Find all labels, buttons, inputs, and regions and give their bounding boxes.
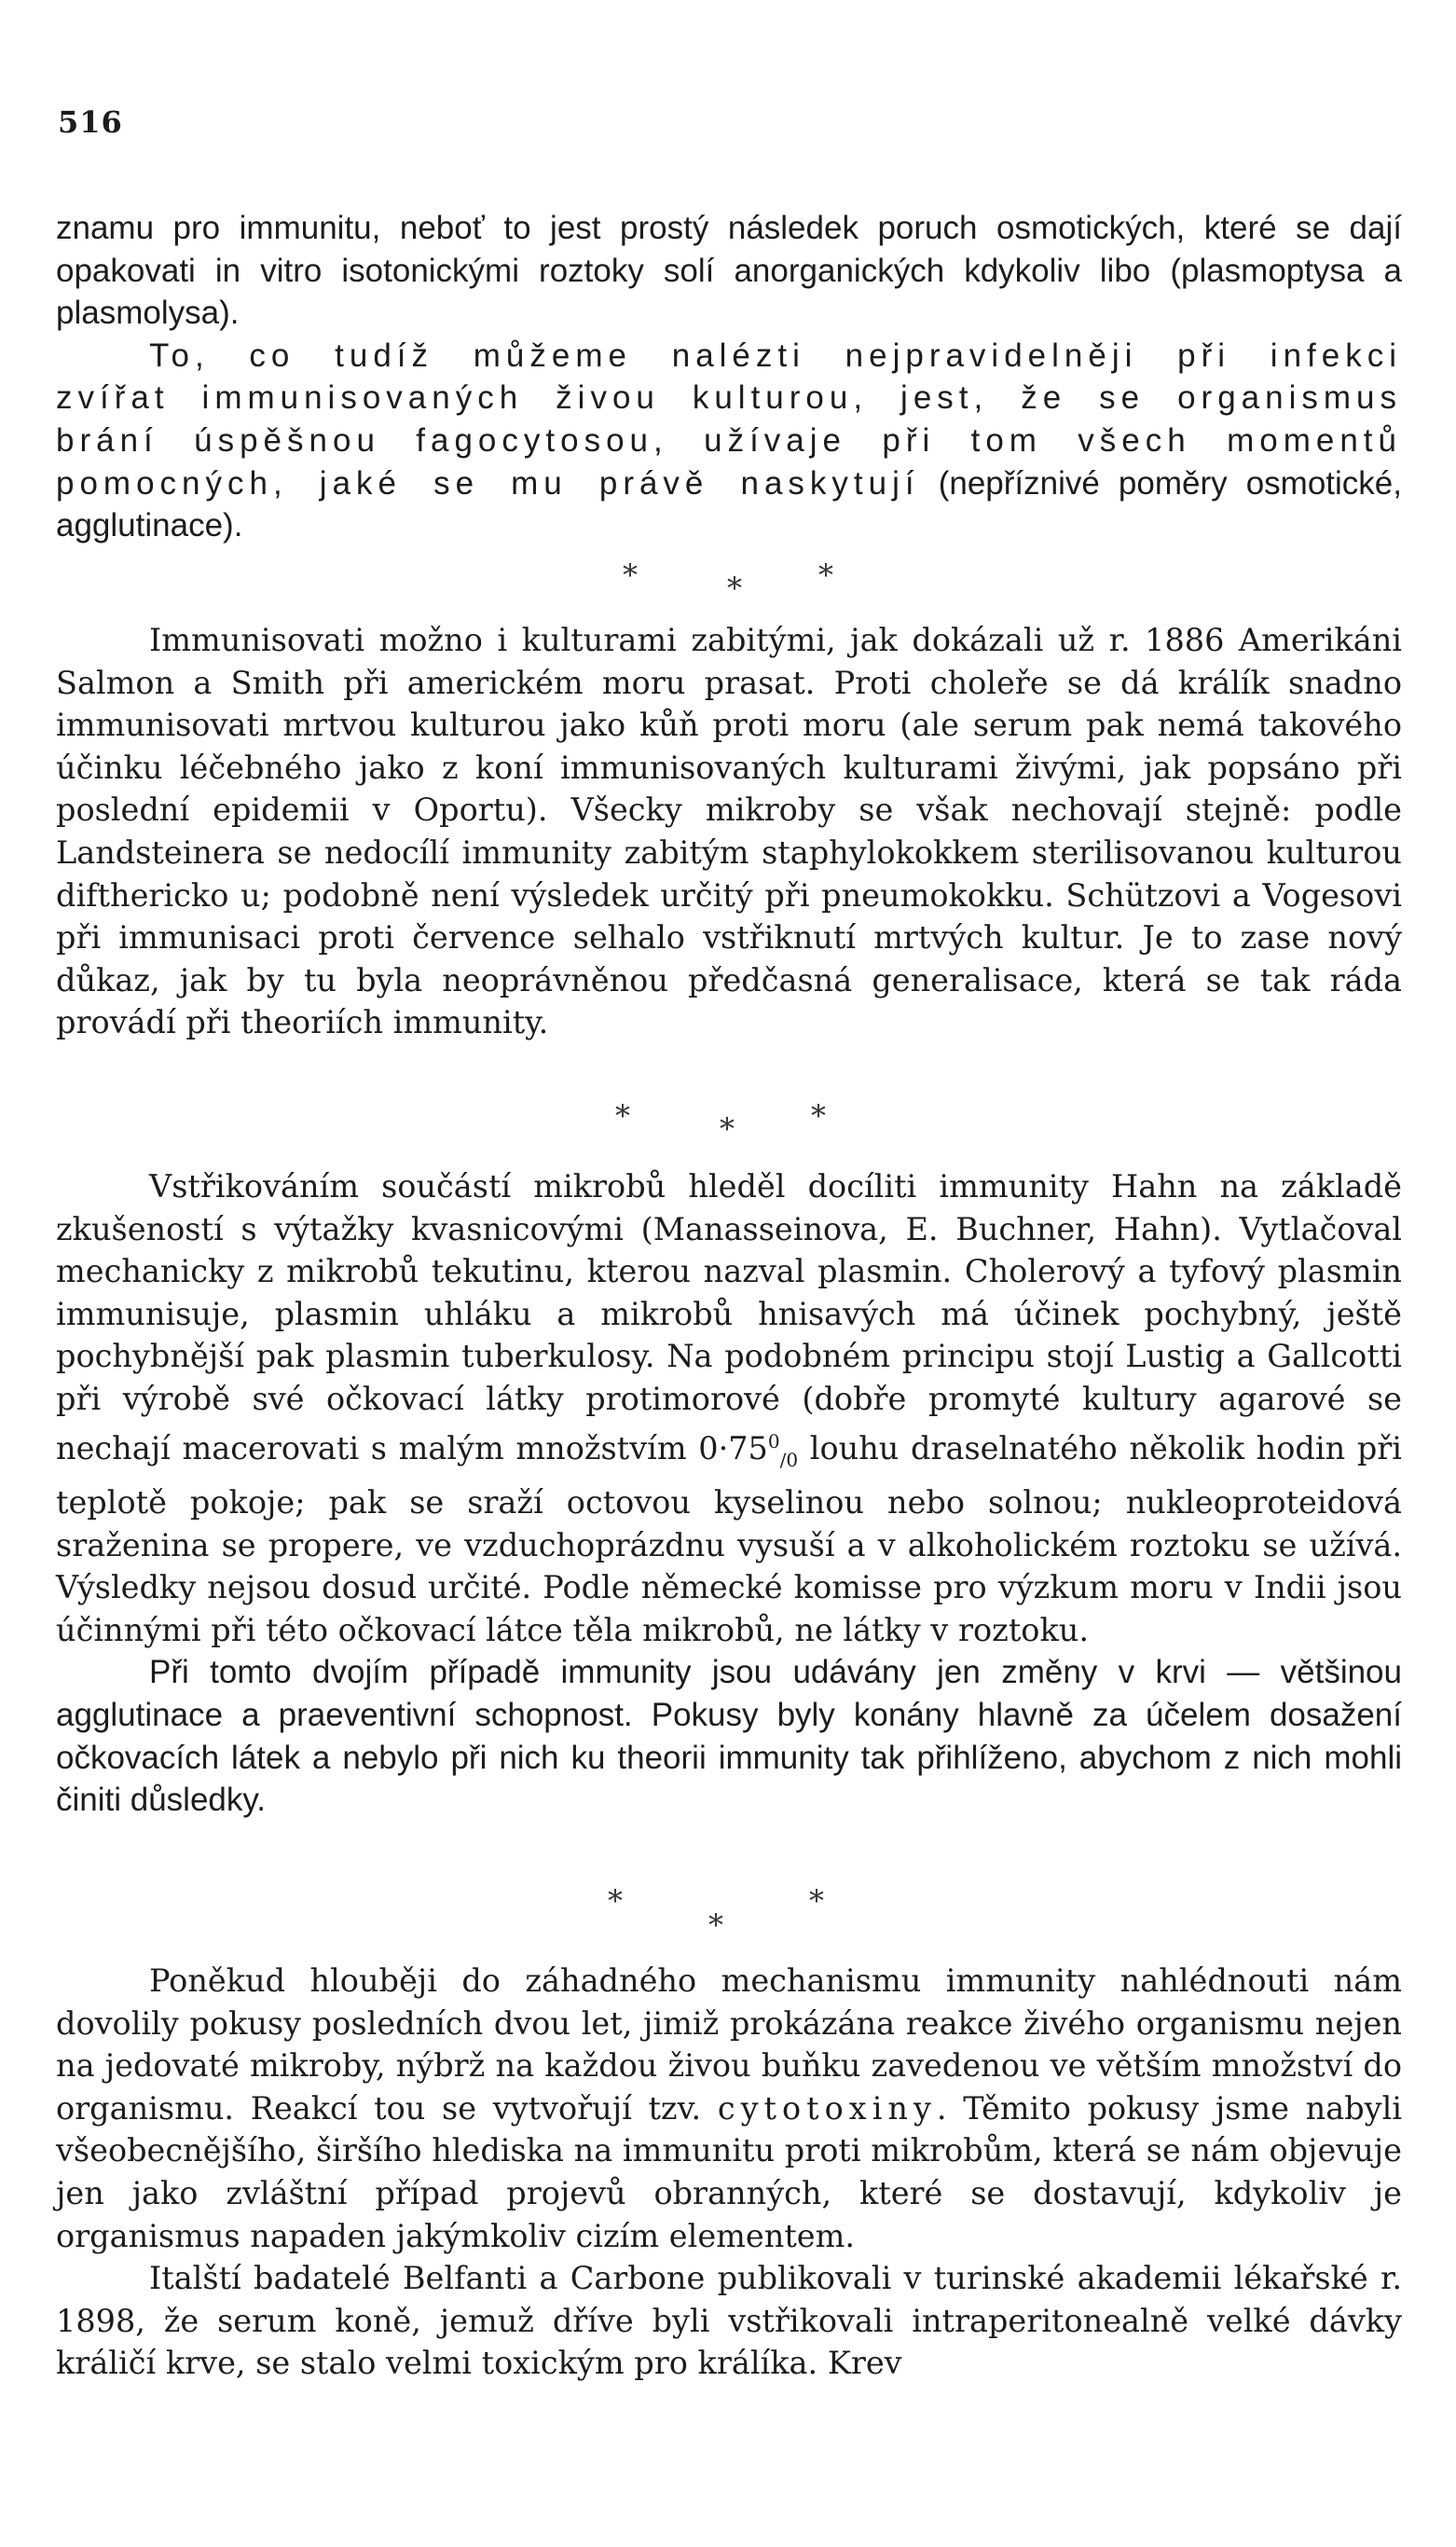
paragraph-4 — [56, 1165, 1402, 1651]
separator-star: * — [615, 1098, 630, 1134]
paragraph-6-part-b: . Těmito pokusy jsme nabyli všeobecnějšího, širšího hlediska na immunitu proti mikrobům, která se nám objevuje jen jako zvláštní případ projevů obranných, které se dostavují, kdykoliv je organismus napaden jakýmkoliv cizím elementem. — [56, 2089, 1402, 2254]
separator-star: * — [809, 1883, 824, 1919]
paragraph-2-rest: (nepříznivé poměry osmotické, agglutinace). — [56, 464, 1402, 544]
separator-star: * — [608, 1883, 623, 1919]
paragraph-6-part-a: Poněkud hlouběji do záhadného mechanismu immunity nahlédnouti nám dovolily pokusy posledních dvou let, jimiž prokázána reakce živého organismu nejen na jedovaté mikroby, nýbrž na každou živou buňku zavedenou ve větším množství do organismu. Reakcí tou se vytvořují tzv. — [56, 1962, 1402, 2127]
percent-sup: 0 — [767, 1429, 780, 1452]
text-block-2 — [56, 619, 1402, 1044]
paragraph-2-spaced: To, co tudíž můžeme nalézti nejpravidelněji při infekci zvířat immunisovaných živou kulturou, jest, že se organismus brání úspěšnou fagocytosou, užívaje při tom všech momentů pomocných, jaké se mu právě naskytují — [56, 337, 1402, 502]
paragraph-1: znamu pro immunitu, neboť to jest prostý následek poruch osmotických, které se dají opakovati in vitro isotonickými roztoky solí anorganických kdykoliv libo (plasmoptysa a plasmolysa). — [56, 210, 1402, 332]
percent-sub: /0 — [779, 1448, 799, 1471]
paragraph-2 — [56, 335, 1402, 547]
separator-star: * — [811, 1098, 826, 1134]
separator-star: * — [708, 1907, 723, 1943]
paragraph-3: Immunisovati možno i kulturami zabitými, jak dokázali už r. 1886 Amerikáni Salmon a Smith při americkém moru prasat. Proti choleře se dá králík snadno immunisovati mrtvou kulturou jako kůň proti moru (ale serum pak nemá takového účinku léčebného jako z koní immunisovaných kulturami živými, jak popsáno při poslední epidemii v Oportu). Všecky mikroby se však nechovají stejně: podle Landsteinera se nedocílí immunity zabitým staphylokokkem sterilisovanou kulturou difthericko u; podobně není výsledek určitý při pneumokokku. Schützovi a Vogesovi při immunisaci proti července selhalo vstřiknutí mrtvých kultur. Je to zase nový důkaz, jak by tu byla neoprávněnou předčasná generalisace, která se tak ráda provádí při theoriích immunity. — [56, 622, 1402, 1041]
text-block-4 — [56, 1960, 1402, 2385]
paragraph-6 — [56, 1960, 1402, 2257]
separator-star: * — [720, 1111, 735, 1147]
separator-star: * — [818, 558, 833, 593]
paragraph-4-part-b: louhu draselnatého několik hodin při teplotě pokoje; pak se sraží octovou kyselinou nebo solnou; nukleoproteidová sraženina se propere, ve vzduchoprázdnu vysuší a v alkoholickém roztoku se užívá. Výsledky nejsou dosud určité. Podle německé komisse pro výzkum moru v Indii jsou účinnými při této očkovací látce těla mikrobů, ne látky v roztoku. — [56, 1429, 1402, 1648]
separator-star: * — [623, 558, 638, 593]
paragraph-6-cytotoxiny: cytotoxiny — [717, 2089, 937, 2127]
paragraph-5: Při tomto dvojím případě immunity jsou udávány jen změny v krvi — většinou agglutinace a praeventivní schopnost. Pokusy byly konány hlavně za účelem dosažení očkovacích látek a nebylo při nich ku theorii immunity tak přihlíženo, abychom z nich mohli činiti důsledky. — [56, 1654, 1402, 1819]
separator-star: * — [727, 571, 742, 606]
paragraph-4-part-a: Vstřikováním součástí mikrobů hleděl docíliti immunity Hahn na základě zkušeností s výtažky kvasnicovými (Manasseinova, E. Buchner, Hahn). Vytlačoval mechanicky z mikrobů tekutinu, kterou nazval plasmin. Cholerový a tyfový plasmin immunisuje, plasmin uhláku a mikrobů hnisavých má účinek pochybný, ještě pochybnější pak plasmin tuberkulosy. Na podobném principu stojí Lustig a Gallcotti při výrobě své očkovací látky protimorové (dobře promyté kultury agarové se nechají macerovati s malým množstvím 0·75 — [56, 1168, 1402, 1466]
paragraph-7: Italští badatelé Belfanti a Carbone publikovali v turinské akademii lékařské r. 1898, že serum koně, jemuž dříve byli vstřikovali intraperitonealně velké dávky králičí krve, se stalo velmi toxickým pro králíka. Krev — [56, 2260, 1402, 2382]
page-number: 516 — [58, 104, 123, 140]
text-block-3 — [56, 1165, 1402, 1822]
text-block-1 — [56, 207, 1402, 547]
